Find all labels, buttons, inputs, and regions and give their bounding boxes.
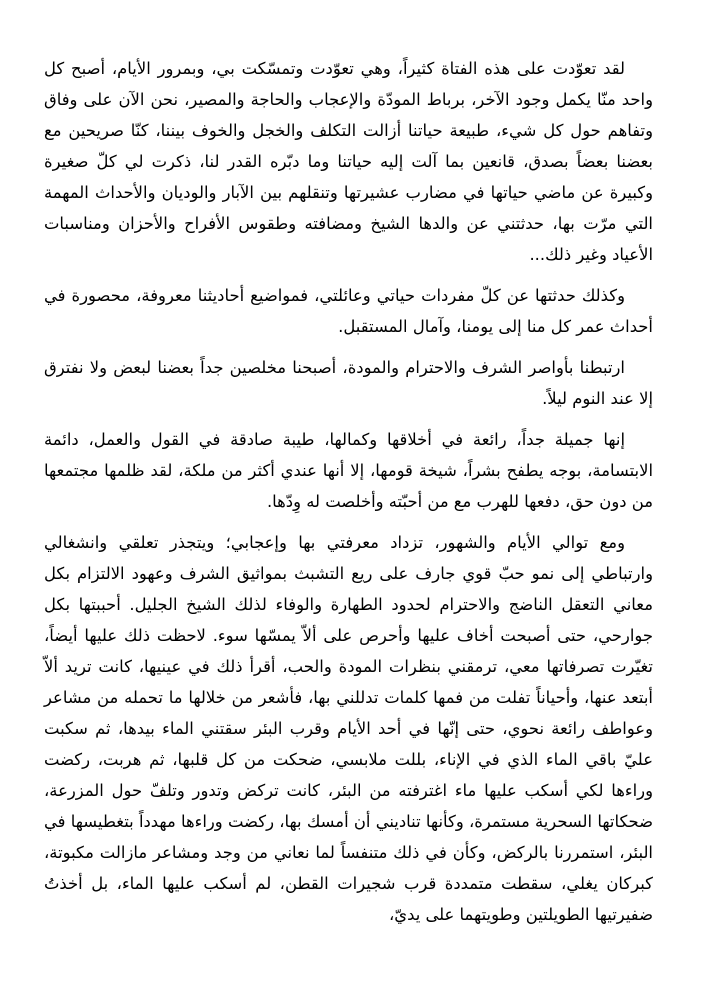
- paragraph-3: ارتبطنا بأواصر الشرف والاحترام والمودة، أصبحنا مخلصين جداً بعضنا لبعض ولا نفترق إلا عند النوم ليلاً.: [44, 358, 653, 408]
- paragraph-1: لقد تعوّدت على هذه الفتاة كثيراً، وهي تعوّدت وتمسّكت بي، وبمرور الأيام، أصبح كل واحد منّا يكمل وجود الآخر، برباط المودّة والإعجاب والحاجة والمصير، نحن الآن على وفاق وتفاهم حول كل شيء، طبيعة حياتنا أزالت التكلف والخجل والخوف بيننا، كنّا صريحين مع بعضنا بعضاً بصدق، قانعين بما آلت إليه حياتنا وما دبّره القدر لنا، ذكرت لي كلّ صغيرة وكبيرة عن ماضي حياتها في مضارب عشيرتها وتنقلهم بين الآبار والوديان والأحداث المهمة التي مرّت بها، حدثتني عن والدها الشيخ ومضافته وطقوس الأفراح والأحزان ومناسبات الأعياد وغير ذلك...: [44, 59, 653, 264]
- paragraph-2: وكذلك حدثتها عن كلّ مفردات حياتي وعائلتي، فمواضيع أحاديثنا معروفة، محصورة في أحداث عمر كل منا إلى يومنا، وآمال المستقبل.: [44, 286, 653, 336]
- body-text: [44, 53, 653, 940]
- paragraph-5: ومع توالي الأيام والشهور، تزداد معرفتي بها وإعجابي؛ ويتجذر تعلقي وانشغالي وارتباطي إلى نمو حبّ قوي جارف على ريع التشبث بمواثيق الشرف وعهود الالتزام بكل معاني التعقل الناضج والاحترام لحدود الطهارة والوفاء لذلك الشيخ الجليل. أحببتها بكل جوارحي، حتى أصبحت أخاف عليها وأحرص على ألاّ يمسّها سوء. لاحظت ذلك عليها أيضاً، تغيّرت تصرفاتها معي، ترمقني بنظرات المودة والحب، أقرأ ذلك في عينيها، كانت تريد ألاّ أبتعد عنها، وأحياناً تفلت من فمها كلمات تدللني بها، فأشعر من خلالها ما تحمله من مشاعر وعواطف رائعة نحوي، حتى إنّها في أحد الأيام وقرب البئر سقتني الماء بيدها، ثم سكبت عليّ باقي الماء الذي في الإناء، بللت ملابسي، ضحكت من كل قلبها، ثم هربت، ركضت وراءها لكي أسكب عليها ماء اغترفته من البئر، كانت تركض وتدور وتلفّ حول المزرعة، ضحكاتها السحرية مستمرة، وكأنها تناديني أن أمسك بها، ركضت وراءها مهدداً بتغطيسها في البئر، استمررنا بالركض، وكأن في ذلك متنفساً لما نعاني من وجد ومشاعر مازالت مكبوتة، كبركان يغلي، سقطت متمددة قرب شجيرات القطن، لم أسكب عليها الماء، بل أخذتُ ضفيرتيها الطويلتين وطويتهما على يديّ،: [44, 533, 653, 924]
- paragraph-4: إنها جميلة جداً، رائعة في أخلاقها وكمالها، طيبة صادقة في القول والعمل، دائمة الابتسامة، بوجه يطفح بشراً، شيخة قومها، إلا أنها عندي أكثر من ملكة، لقد ظلمها مجتمعها من دون حق، دفعها للهرب مع من أحبّته وأخلصت له وِدّها.: [44, 430, 653, 511]
